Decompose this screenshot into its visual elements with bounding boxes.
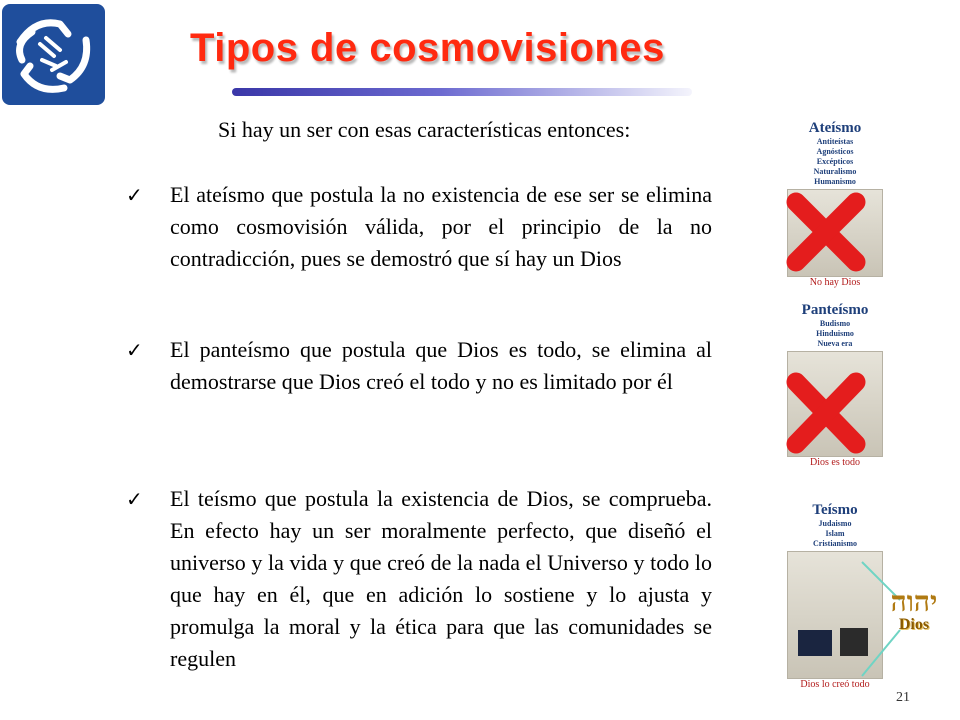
panel-heading: Teísmo <box>812 502 858 518</box>
god-label: Dios <box>898 616 930 633</box>
panel-item: Hinduismo <box>816 329 854 338</box>
check-icon: ✓ <box>126 487 143 511</box>
institution-logo <box>2 4 105 105</box>
panel-heading: Ateísmo <box>808 120 862 136</box>
galaxy-image <box>798 630 832 656</box>
bullet-text: El teísmo que postula la existencia de Dios, se comprueba. En efecto hay un ser moralmente perfecto, que diseñó el universo y la vida y que creó de la nada el Universo y todo lo que hay en él, que en adición lo sostiene y lo ajusta y promulga la moral y la ética para que las comunidades se regulen <box>170 486 712 671</box>
panel-item: Excépticos <box>816 157 854 166</box>
bullet-text: El ateísmo que postula la no existencia de ese ser se elimina como cosmovisión válida, por el principio de la no contradicción, pues se demostró que sí hay un Dios <box>170 182 712 271</box>
check-icon: ✓ <box>126 183 143 207</box>
panel-item: Islam <box>825 529 845 538</box>
panel-caption: Dios lo creó todo <box>800 679 870 690</box>
cross-mark-icon <box>784 372 868 454</box>
panel-item: Naturalismo <box>813 167 857 176</box>
slide-title: Tipos de cosmovisiones <box>190 26 665 70</box>
bullet-pantheism <box>120 334 712 398</box>
slide-subtitle: Si hay un ser con esas características entonces: <box>218 117 631 142</box>
panel-item: Nueva era <box>817 339 853 348</box>
bullet-theism <box>120 483 712 675</box>
bullet-atheism <box>120 179 712 275</box>
panel-item: Budismo <box>819 319 851 328</box>
bullet-text: El panteísmo que postula que Dios es todo, se elimina al demostrarse que Dios creó el todo y no es limitado por él <box>170 337 712 394</box>
panel-caption: Dios es todo <box>810 457 860 468</box>
page-number: 21 <box>896 690 910 705</box>
cross-mark-icon <box>784 192 868 272</box>
panel-item: Agnósticos <box>816 147 854 156</box>
god-callout <box>878 585 950 634</box>
panel-item: Antiteístas <box>816 137 854 146</box>
check-icon: ✓ <box>126 338 143 362</box>
panel-caption: No hay Dios <box>809 277 861 288</box>
hebrew-name-glyphs: יהוה <box>890 585 938 618</box>
panel-item: Cristianismo <box>813 539 857 548</box>
panel-item: Humanismo <box>814 177 856 186</box>
panel-item: Judaismo <box>818 519 852 528</box>
title-underline <box>232 88 692 96</box>
panel-heading: Panteísmo <box>801 302 869 318</box>
